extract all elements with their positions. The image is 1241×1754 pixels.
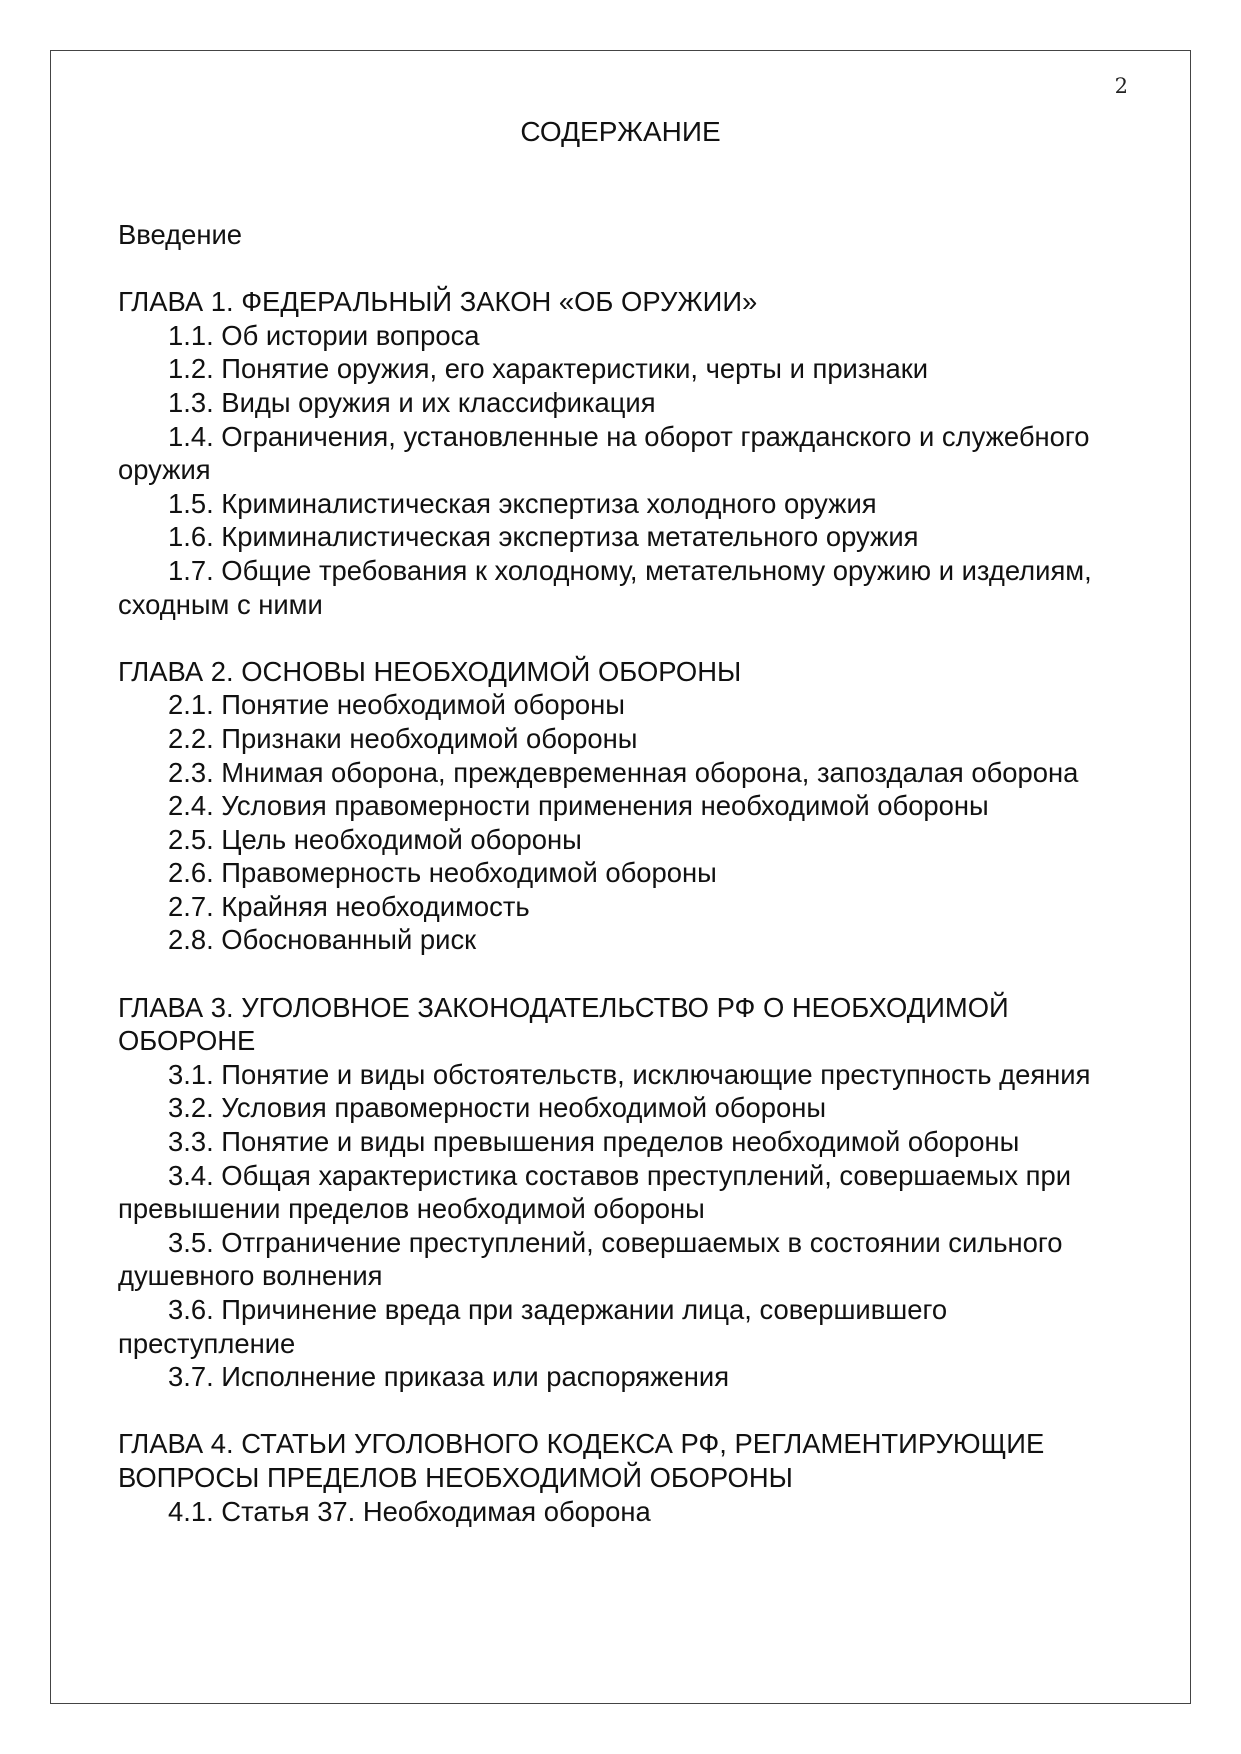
toc-item: 2.7. Крайняя необходимость [168,890,530,922]
toc-item: 2.1. Понятие необходимой обороны [168,689,625,721]
toc-item: 2.3. Мнимая оборона, преждевременная оборона, запоздалая оборона [168,756,1079,788]
toc-chapter-3 [118,991,1128,1394]
toc-item: 1.1. Об истории вопроса [168,319,480,351]
toc-item: 3.4. Общая характеристика составов преступлений, совершаемых при превышении пределов необходимой обороны [118,1159,1072,1225]
toc-chapter-1 [118,285,1128,621]
toc-item: 2.6. Правомерность необходимой обороны [168,857,717,889]
toc-item: 2.5. Цель необходимой обороны [168,823,582,855]
toc-item: 2.2. Признаки необходимой обороны [168,722,638,754]
toc-item: 1.6. Криминалистическая экспертиза метательного оружия [168,521,919,553]
toc-item: 3.3. Понятие и виды превышения пределов необходимой обороны [168,1126,1020,1158]
toc-item: 3.2. Условия правомерности необходимой обороны [168,1092,827,1124]
toc-intro: Введение [118,219,243,250]
page-number: 2 [1114,74,1128,98]
page-title: СОДЕРЖАНИЕ [520,116,721,147]
toc-item: 1.2. Понятие оружия, его характеристики, черты и признаки [168,353,929,385]
toc-item: 1.3. Виды оружия и их классификация [168,386,656,418]
toc-chapter-4 [118,1427,1128,1528]
toc-item: 1.5. Криминалистическая экспертиза холодного оружия [168,487,877,519]
toc-item: 1.4. Ограничения, установленные на оборот гражданского и служебного оружия [118,420,1090,486]
toc-item: 4.1. Статья 37. Необходимая оборона [168,1495,651,1527]
chapter-title: ГЛАВА 2. ОСНОВЫ НЕОБХОДИМОЙ ОБОРОНЫ [118,655,742,687]
chapter-title: ГЛАВА 4. СТАТЬИ УГОЛОВНОГО КОДЕКСА РФ, РЕГЛАМЕНТИРУЮЩИЕ ВОПРОСЫ ПРЕДЕЛОВ НЕОБХОДИМОЙ ОБОРОНЫ [118,1428,1045,1493]
table-of-contents [118,218,1128,1528]
chapter-title: ГЛАВА 1. ФЕДЕРАЛЬНЫЙ ЗАКОН «ОБ ОРУЖИИ» [118,286,758,318]
toc-item: 2.8. Обоснованный риск [168,924,477,956]
toc-item: 3.6. Причинение вреда при задержании лица, совершившего преступление [118,1294,948,1359]
toc-item: 3.5. Отграничение преступлений, совершаемых в состоянии сильного душевного волнения [118,1226,1063,1292]
toc-item: 3.1. Понятие и виды обстоятельств, исключающие преступность деяния [168,1058,1091,1090]
toc-item: 2.4. Условия правомерности применения необходимой обороны [168,790,989,822]
toc-chapter-2 [118,655,1128,957]
toc-item: 3.7. Исполнение приказа или распоряжения [168,1361,730,1393]
toc-item: 1.7. Общие требования к холодному, метательному оружию и изделиям, сходным с ними [118,554,1092,620]
chapter-title: ГЛАВА 3. УГОЛОВНОЕ ЗАКОНОДАТЕЛЬСТВО РФ О НЕОБХОДИМОЙ ОБОРОНЕ [118,991,1009,1057]
